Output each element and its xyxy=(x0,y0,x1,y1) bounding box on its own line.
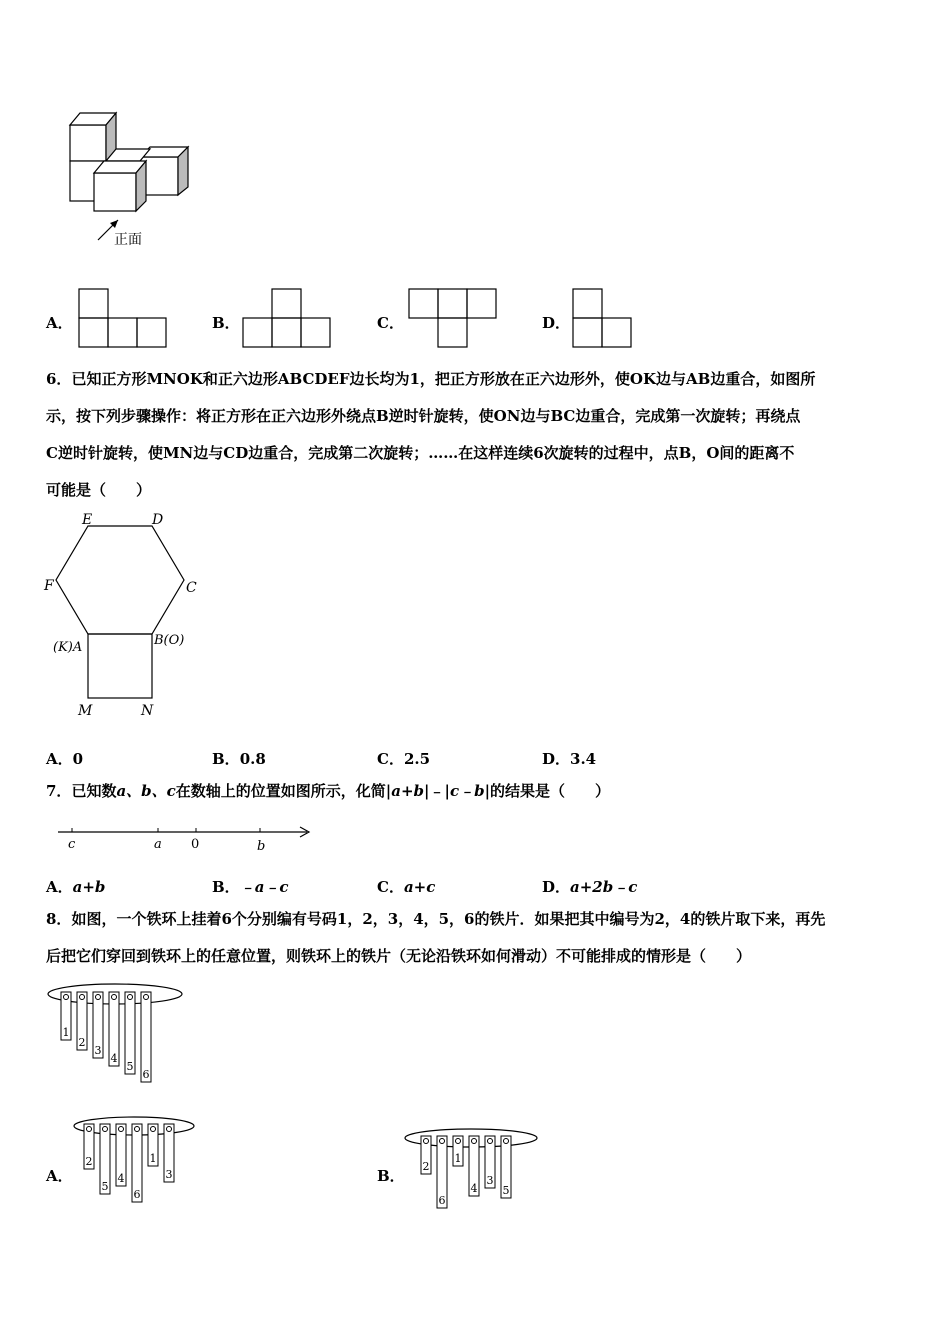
q8-line-1: 如图，一个铁环上挂着6个分别编有号码1，2，3，4，5，6的铁片．如果把其中编号为2，4的铁片取下来，再先 xyxy=(71,910,826,928)
tag-number: 2 xyxy=(85,1155,93,1168)
q6-text xyxy=(46,361,906,509)
tag-number: 2 xyxy=(78,1036,86,1049)
tag-number: 1 xyxy=(454,1152,462,1165)
tag-number: 5 xyxy=(126,1060,134,1073)
q7-option-d[interactable]: D．a+2b﹣c xyxy=(542,878,638,896)
tag-number: 4 xyxy=(470,1182,478,1195)
label-f: F xyxy=(44,578,54,594)
q6-line-1: 已知正方形MNOK和正六边形ABCDEF边长均为1，把正方形放在正六边形外，使OK边与AB边重合，如图所 xyxy=(71,370,816,388)
q8-option-a-label: A． xyxy=(46,1167,73,1185)
q5-option-d-label: D． xyxy=(542,314,571,332)
q6-line-3: C逆时针旋转，使MN边与CD边重合，完成第二次旋转；……在这样连续6次旋转的过程中，点B，O间的距离不 xyxy=(46,444,795,462)
q7-text: 7．已知数a、b、c在数轴上的位置如图所示，化简|a+b|﹣|c﹣b|的结果是（ ） xyxy=(46,782,611,800)
q6-option-c[interactable]: C．2.5 xyxy=(377,750,431,768)
ring-option-a-tags xyxy=(84,1124,174,1202)
ring-main-figure xyxy=(45,980,190,1085)
tag-number: 6 xyxy=(142,1068,150,1081)
axis-label-c: c xyxy=(68,837,76,852)
tag-number: 3 xyxy=(94,1044,102,1057)
axis-label-zero: 0 xyxy=(191,837,200,852)
label-m: M xyxy=(78,703,93,719)
q7-option-c[interactable]: C．a+c xyxy=(377,878,436,896)
number-line xyxy=(52,818,317,858)
label-d: D xyxy=(152,512,164,528)
tag-number: 4 xyxy=(110,1052,118,1065)
tag-number: 6 xyxy=(133,1188,141,1201)
front-view-label: 正面 xyxy=(114,232,142,248)
axis-label-b: b xyxy=(257,839,266,854)
ring-option-a-figure[interactable] xyxy=(72,1112,202,1212)
tag-number: 1 xyxy=(62,1026,70,1039)
q6-line-4: 可能是（ ） xyxy=(46,481,152,499)
q6-option-b[interactable]: B．0.8 xyxy=(212,750,266,768)
ring-main-tags xyxy=(61,992,151,1082)
q5-option-d-figure[interactable] xyxy=(572,288,634,350)
tag-number: 5 xyxy=(101,1180,109,1193)
tag-number: 4 xyxy=(117,1172,125,1185)
q6-number: 6． xyxy=(46,370,72,388)
tag-number: 1 xyxy=(149,1152,157,1165)
q5-option-c-label: C． xyxy=(377,314,404,332)
label-b-o: B(O) xyxy=(154,633,185,648)
q5-option-b-figure[interactable] xyxy=(242,288,334,350)
q8-option-b-label: B． xyxy=(377,1167,405,1185)
q5-option-a-label: A． xyxy=(46,314,73,332)
q8-text xyxy=(46,901,906,975)
q8-number: 8． xyxy=(46,910,72,928)
label-n: N xyxy=(141,703,154,719)
q5-option-a-figure[interactable] xyxy=(78,288,170,350)
q6-option-d[interactable]: D．3.4 xyxy=(542,750,597,768)
q7-option-b[interactable]: B．﹣a﹣c xyxy=(212,878,289,896)
q5-option-b-label: B． xyxy=(212,314,240,332)
label-k-a: (K)A xyxy=(53,640,83,655)
q6-line-2: 示，按下列步骤操作：将正方形在正六边形外绕点B逆时针旋转，使ON边与BC边重合，完成第一次旋转；再绕点 xyxy=(46,407,801,425)
ring-option-b-figure[interactable] xyxy=(403,1124,543,1214)
label-c: C xyxy=(186,580,197,596)
label-e: E xyxy=(82,512,93,528)
tag-number: 2 xyxy=(422,1160,430,1173)
tag-number: 3 xyxy=(486,1174,494,1187)
q5-option-c-figure[interactable] xyxy=(408,288,500,350)
q8-line-2: 后把它们穿回到铁环上的任意位置，则铁环上的铁片（无论沿铁环如何滑动）不可能排成的情形是（ ） xyxy=(46,947,752,965)
q7-option-a[interactable]: A．a+b xyxy=(46,878,106,896)
tag-number: 5 xyxy=(502,1184,510,1197)
axis-label-a: a xyxy=(154,837,162,852)
q7-number: 7． xyxy=(46,782,72,800)
q6-option-a[interactable]: A．0 xyxy=(46,750,84,768)
hexagon-square-figure xyxy=(40,512,210,724)
cube-solid-figure xyxy=(60,105,200,250)
tag-number: 6 xyxy=(438,1194,446,1207)
tag-number: 3 xyxy=(165,1168,173,1181)
